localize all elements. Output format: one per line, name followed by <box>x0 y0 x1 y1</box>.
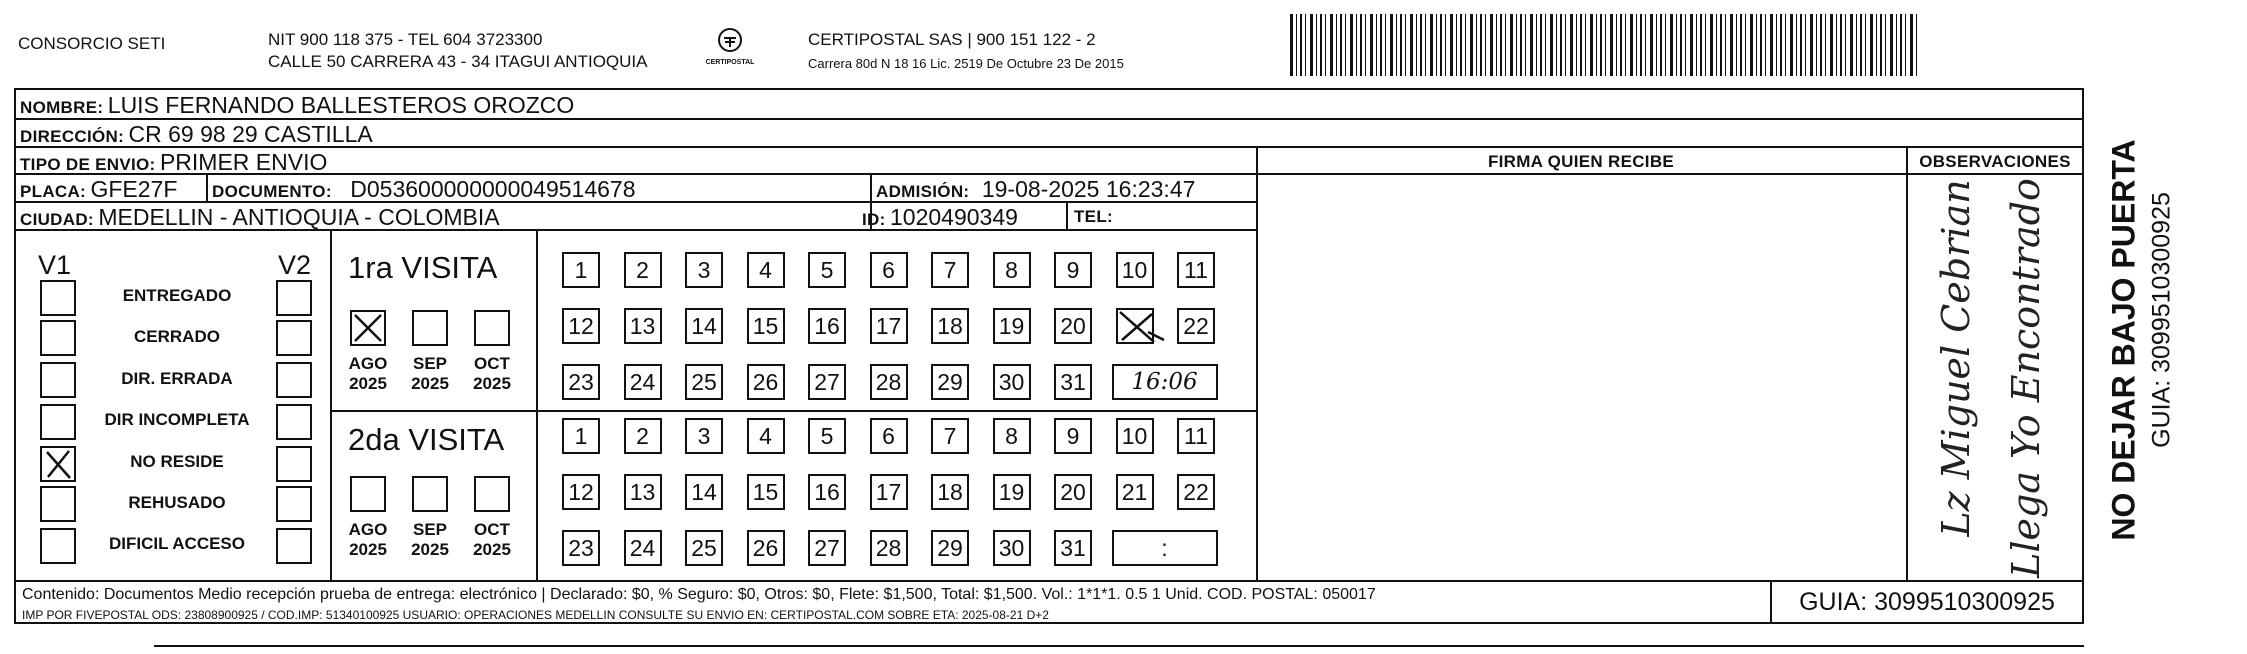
visit-1-day-21[interactable] <box>1116 308 1154 344</box>
id-value: 1020490349 <box>890 204 1018 230</box>
observations-handwriting-text: Lz Miguel Cebrian <box>1934 179 1978 537</box>
tel-label: TEL: <box>1074 207 1113 226</box>
certipostal-logo <box>700 26 760 76</box>
visit-2-day-11[interactable]: 11 <box>1177 418 1215 454</box>
v2-checkbox-dir-errada[interactable] <box>276 362 312 398</box>
v2-checkbox-cerrado[interactable] <box>276 320 312 356</box>
visit-2-day-31[interactable]: 31 <box>1054 530 1092 566</box>
visit-2-month-ago-checkbox[interactable] <box>350 476 386 512</box>
visit-2-day-3[interactable]: 3 <box>685 418 723 454</box>
v2-checkbox-dir-incompleta[interactable] <box>276 404 312 440</box>
visit-2-day-16[interactable]: 16 <box>808 474 846 510</box>
visit-1-day-1[interactable]: 1 <box>562 252 600 288</box>
id-label: ID: <box>862 210 886 229</box>
v1-label: V1 <box>38 250 72 280</box>
id-row <box>862 204 1018 231</box>
visit-2-month-ago: AGO 2025 <box>348 520 388 559</box>
plate-row <box>20 176 177 203</box>
v1-checkbox-dificil-acceso[interactable] <box>40 528 76 564</box>
visit-2-day-18[interactable]: 18 <box>931 474 969 510</box>
footer-imp-line: IMP POR FIVEPOSTAL ODS: 23808900925 / COD.IMP: 51340100925 USUARIO: OPERACIONES MEDELLIN CONSULTE SU ENVIO EN: CERTIPOSTAL.COM SOBRE ETA: 2025-08-21 D+2 <box>22 608 1049 622</box>
visit-2-month-oct: OCT 2025 <box>473 520 511 559</box>
visit-2-day-27[interactable]: 27 <box>808 530 846 566</box>
visit-2-day-10[interactable]: 10 <box>1116 418 1154 454</box>
visit-2-day-12[interactable]: 12 <box>562 474 600 510</box>
footer-guia: GUIA: 3099510300925 <box>1799 588 2055 616</box>
certipostal-logo-icon <box>716 26 744 54</box>
visit-1-day-17[interactable]: 17 <box>870 308 908 344</box>
city-row <box>20 204 500 231</box>
option-rehusado: REHUSADO <box>128 493 226 512</box>
type-value: PRIMER ENVIO <box>159 149 328 175</box>
visit-1-day-26[interactable]: 26 <box>747 364 785 400</box>
visit-1-day-27[interactable]: 27 <box>808 364 846 400</box>
visit-1-month-sep-checkbox[interactable] <box>412 310 448 346</box>
type-row <box>20 149 327 176</box>
visit-2-day-24[interactable]: 24 <box>624 530 662 566</box>
option-no-reside: NO RESIDE <box>130 452 224 471</box>
name-value: LUIS FERNANDO BALLESTEROS OROZCO <box>107 92 575 118</box>
name-label: NOMBRE: <box>20 98 104 117</box>
visit-2-day-25[interactable]: 25 <box>685 530 723 566</box>
visit-2-day-17[interactable]: 17 <box>870 474 908 510</box>
visit-2-day-14[interactable]: 14 <box>685 474 723 510</box>
v2-checkbox-dificil-acceso[interactable] <box>276 528 312 564</box>
visit-1-day-16[interactable]: 16 <box>808 308 846 344</box>
signature-handwriting <box>1906 178 2084 578</box>
visit-2-time-box[interactable]: : <box>1112 530 1218 566</box>
visit-2-day-1[interactable]: 1 <box>562 418 600 454</box>
option-entregado: ENTREGADO <box>122 286 232 305</box>
v2-checkbox-entregado[interactable] <box>276 280 312 316</box>
admission-label: ADMISIÓN: <box>876 182 970 201</box>
visit-2-day-29[interactable]: 29 <box>931 530 969 566</box>
company-name: CONSORCIO SETI <box>18 34 166 53</box>
visit-2-month-sep: SEP 2025 <box>411 520 449 559</box>
option-cerrado: CERRADO <box>134 327 220 346</box>
type-label: TIPO DE ENVIO: <box>20 155 156 174</box>
signature-label: FIRMA QUIEN RECIBE <box>1487 152 1675 171</box>
visit-2-day-6[interactable]: 6 <box>870 418 908 454</box>
admission-value: 19-08-2025 16:23:47 <box>981 176 1196 202</box>
visit-1-day-2[interactable]: 2 <box>624 252 662 288</box>
visit-1-day-6[interactable]: 6 <box>870 252 908 288</box>
visit-1-day-20[interactable]: 20 <box>1054 308 1092 344</box>
option-dir-incompleta: DIR INCOMPLETA <box>104 410 250 429</box>
visit-1-day-15[interactable]: 15 <box>747 308 785 344</box>
address-label: DIRECCIÓN: <box>20 127 125 146</box>
visit-2-month-sep-checkbox[interactable] <box>412 476 448 512</box>
visit-1-day-3[interactable]: 3 <box>685 252 723 288</box>
visit-1-time-box[interactable]: 16:06 <box>1112 364 1218 400</box>
v2-checkbox-no-reside[interactable] <box>276 446 312 482</box>
document-value: D053600000000049514678 <box>350 176 636 202</box>
visit-2-day-22[interactable]: 22 <box>1177 474 1215 510</box>
check-mark-icon <box>352 312 384 344</box>
visit-1-month-sep: SEP 2025 <box>411 354 449 393</box>
visit-2-day-4[interactable]: 4 <box>747 418 785 454</box>
visit-1-day-11[interactable]: 11 <box>1177 252 1215 288</box>
option-dificil-acceso: DIFICIL ACCESO <box>108 534 245 553</box>
visit-2-day-9[interactable]: 9 <box>1054 418 1092 454</box>
visit-1-day-19[interactable]: 19 <box>993 308 1031 344</box>
visit-1-day-23[interactable]: 23 <box>562 364 600 400</box>
visit-1-day-22[interactable]: 22 <box>1177 308 1215 344</box>
admission-row <box>876 176 1195 203</box>
address-line: CALLE 50 CARRERA 43 - 34 ITAGUI ANTIOQUIA <box>268 52 648 71</box>
visit-2-day-28[interactable]: 28 <box>870 530 908 566</box>
city-value: MEDELLIN - ANTIOQUIA - COLOMBIA <box>98 204 500 230</box>
v1-checkbox-dir-errada[interactable] <box>40 362 76 398</box>
v1-checkbox-cerrado[interactable] <box>40 320 76 356</box>
plate-value: GFE27F <box>90 176 178 202</box>
visit-2-day-21[interactable]: 21 <box>1116 474 1154 510</box>
license-line: Carrera 80d N 18 16 Lic. 2519 De Octubre 23 De 2015 <box>808 56 1124 71</box>
visit-2-month-oct-checkbox[interactable] <box>474 476 510 512</box>
visit-1-day-8[interactable]: 8 <box>993 252 1031 288</box>
side-guia: GUIA: 3099510300925 <box>2147 192 2176 448</box>
visit-2-day-13[interactable]: 13 <box>624 474 662 510</box>
visit-1-day-14[interactable]: 14 <box>685 308 723 344</box>
address-row <box>20 121 373 148</box>
certipostal-line: CERTIPOSTAL SAS | 900 151 122 - 2 <box>808 30 1096 49</box>
visit-2-day-30[interactable]: 30 <box>993 530 1031 566</box>
visit-2-title: 2da VISITA <box>348 422 505 457</box>
logo-text: CERTIPOSTAL <box>705 59 755 66</box>
name-row <box>20 92 574 119</box>
visit-1-month-oct: OCT 2025 <box>473 354 511 393</box>
visit-1-day-13[interactable]: 13 <box>624 308 662 344</box>
v1-checkbox-dir-incompleta[interactable] <box>40 404 76 440</box>
visit-1-day-10[interactable]: 10 <box>1116 252 1154 288</box>
no-dejar-bajo-puerta: NO DEJAR BAJO PUERTA <box>2105 139 2142 541</box>
visit-1-month-ago: AGO 2025 <box>348 354 388 393</box>
visit-1-day-7[interactable]: 7 <box>931 252 969 288</box>
signature-handwriting-text: Llega Yo Encontrado <box>2004 178 2048 578</box>
city-label: CIUDAD: <box>20 210 94 229</box>
visit-1-day-30[interactable]: 30 <box>993 364 1031 400</box>
document-label: DOCUMENTO: <box>212 182 332 201</box>
footer-contents: Contenido: Documentos Medio recepción prueba de entrega: electrónico | Declarado: $0, % Seguro: $0, Otros: $0, Flete: $1,500, Total: $1,500. Vol.: 1*1*1. 0.5 1 Unid. COD. POSTAL: 050017 <box>22 586 1376 603</box>
v1-checkbox-entregado[interactable] <box>40 280 76 316</box>
visit-1-day-9[interactable]: 9 <box>1054 252 1092 288</box>
visit-2-day-23[interactable]: 23 <box>562 530 600 566</box>
visit-1-day-18[interactable]: 18 <box>931 308 969 344</box>
visit-2-day-5[interactable]: 5 <box>808 418 846 454</box>
visit-1-day-12[interactable]: 12 <box>562 308 600 344</box>
v2-label: V2 <box>278 250 312 280</box>
document-row <box>212 176 635 203</box>
v1-checkbox-no-reside[interactable] <box>40 446 76 482</box>
barcode <box>1290 14 1920 76</box>
visit-2-day-15[interactable]: 15 <box>747 474 785 510</box>
visit-1-day-24[interactable]: 24 <box>624 364 662 400</box>
visit-1-day-4[interactable]: 4 <box>747 252 785 288</box>
visit-2-day-2[interactable]: 2 <box>624 418 662 454</box>
observations-label: OBSERVACIONES <box>1919 152 2071 171</box>
visit-2-day-8[interactable]: 8 <box>993 418 1031 454</box>
option-dir-errada: DIR. ERRADA <box>121 369 233 388</box>
visit-2-day-20[interactable]: 20 <box>1054 474 1092 510</box>
visit-2-day-7[interactable]: 7 <box>931 418 969 454</box>
visit-2-day-26[interactable]: 26 <box>747 530 785 566</box>
visit-1-month-ago-checkbox[interactable] <box>350 310 386 346</box>
visit-1-day-25[interactable]: 25 <box>685 364 723 400</box>
visit-1-day-28[interactable]: 28 <box>870 364 908 400</box>
cross-mark-icon <box>1118 310 1166 346</box>
visit-1-month-oct-checkbox[interactable] <box>474 310 510 346</box>
visit-1-day-5[interactable]: 5 <box>808 252 846 288</box>
visit-2-day-19[interactable]: 19 <box>993 474 1031 510</box>
address-value: CR 69 98 29 CASTILLA <box>128 121 373 147</box>
visit-1-title: 1ra VISITA <box>348 250 498 285</box>
visit-1-day-29[interactable]: 29 <box>931 364 969 400</box>
v1-checkbox-rehusado[interactable] <box>40 486 76 522</box>
plate-label: PLACA: <box>20 182 87 201</box>
v2-checkbox-rehusado[interactable] <box>276 486 312 522</box>
visit-1-day-31[interactable]: 31 <box>1054 364 1092 400</box>
check-mark-icon <box>42 448 74 480</box>
nit-line: NIT 900 118 375 - TEL 604 3723300 <box>268 30 543 49</box>
